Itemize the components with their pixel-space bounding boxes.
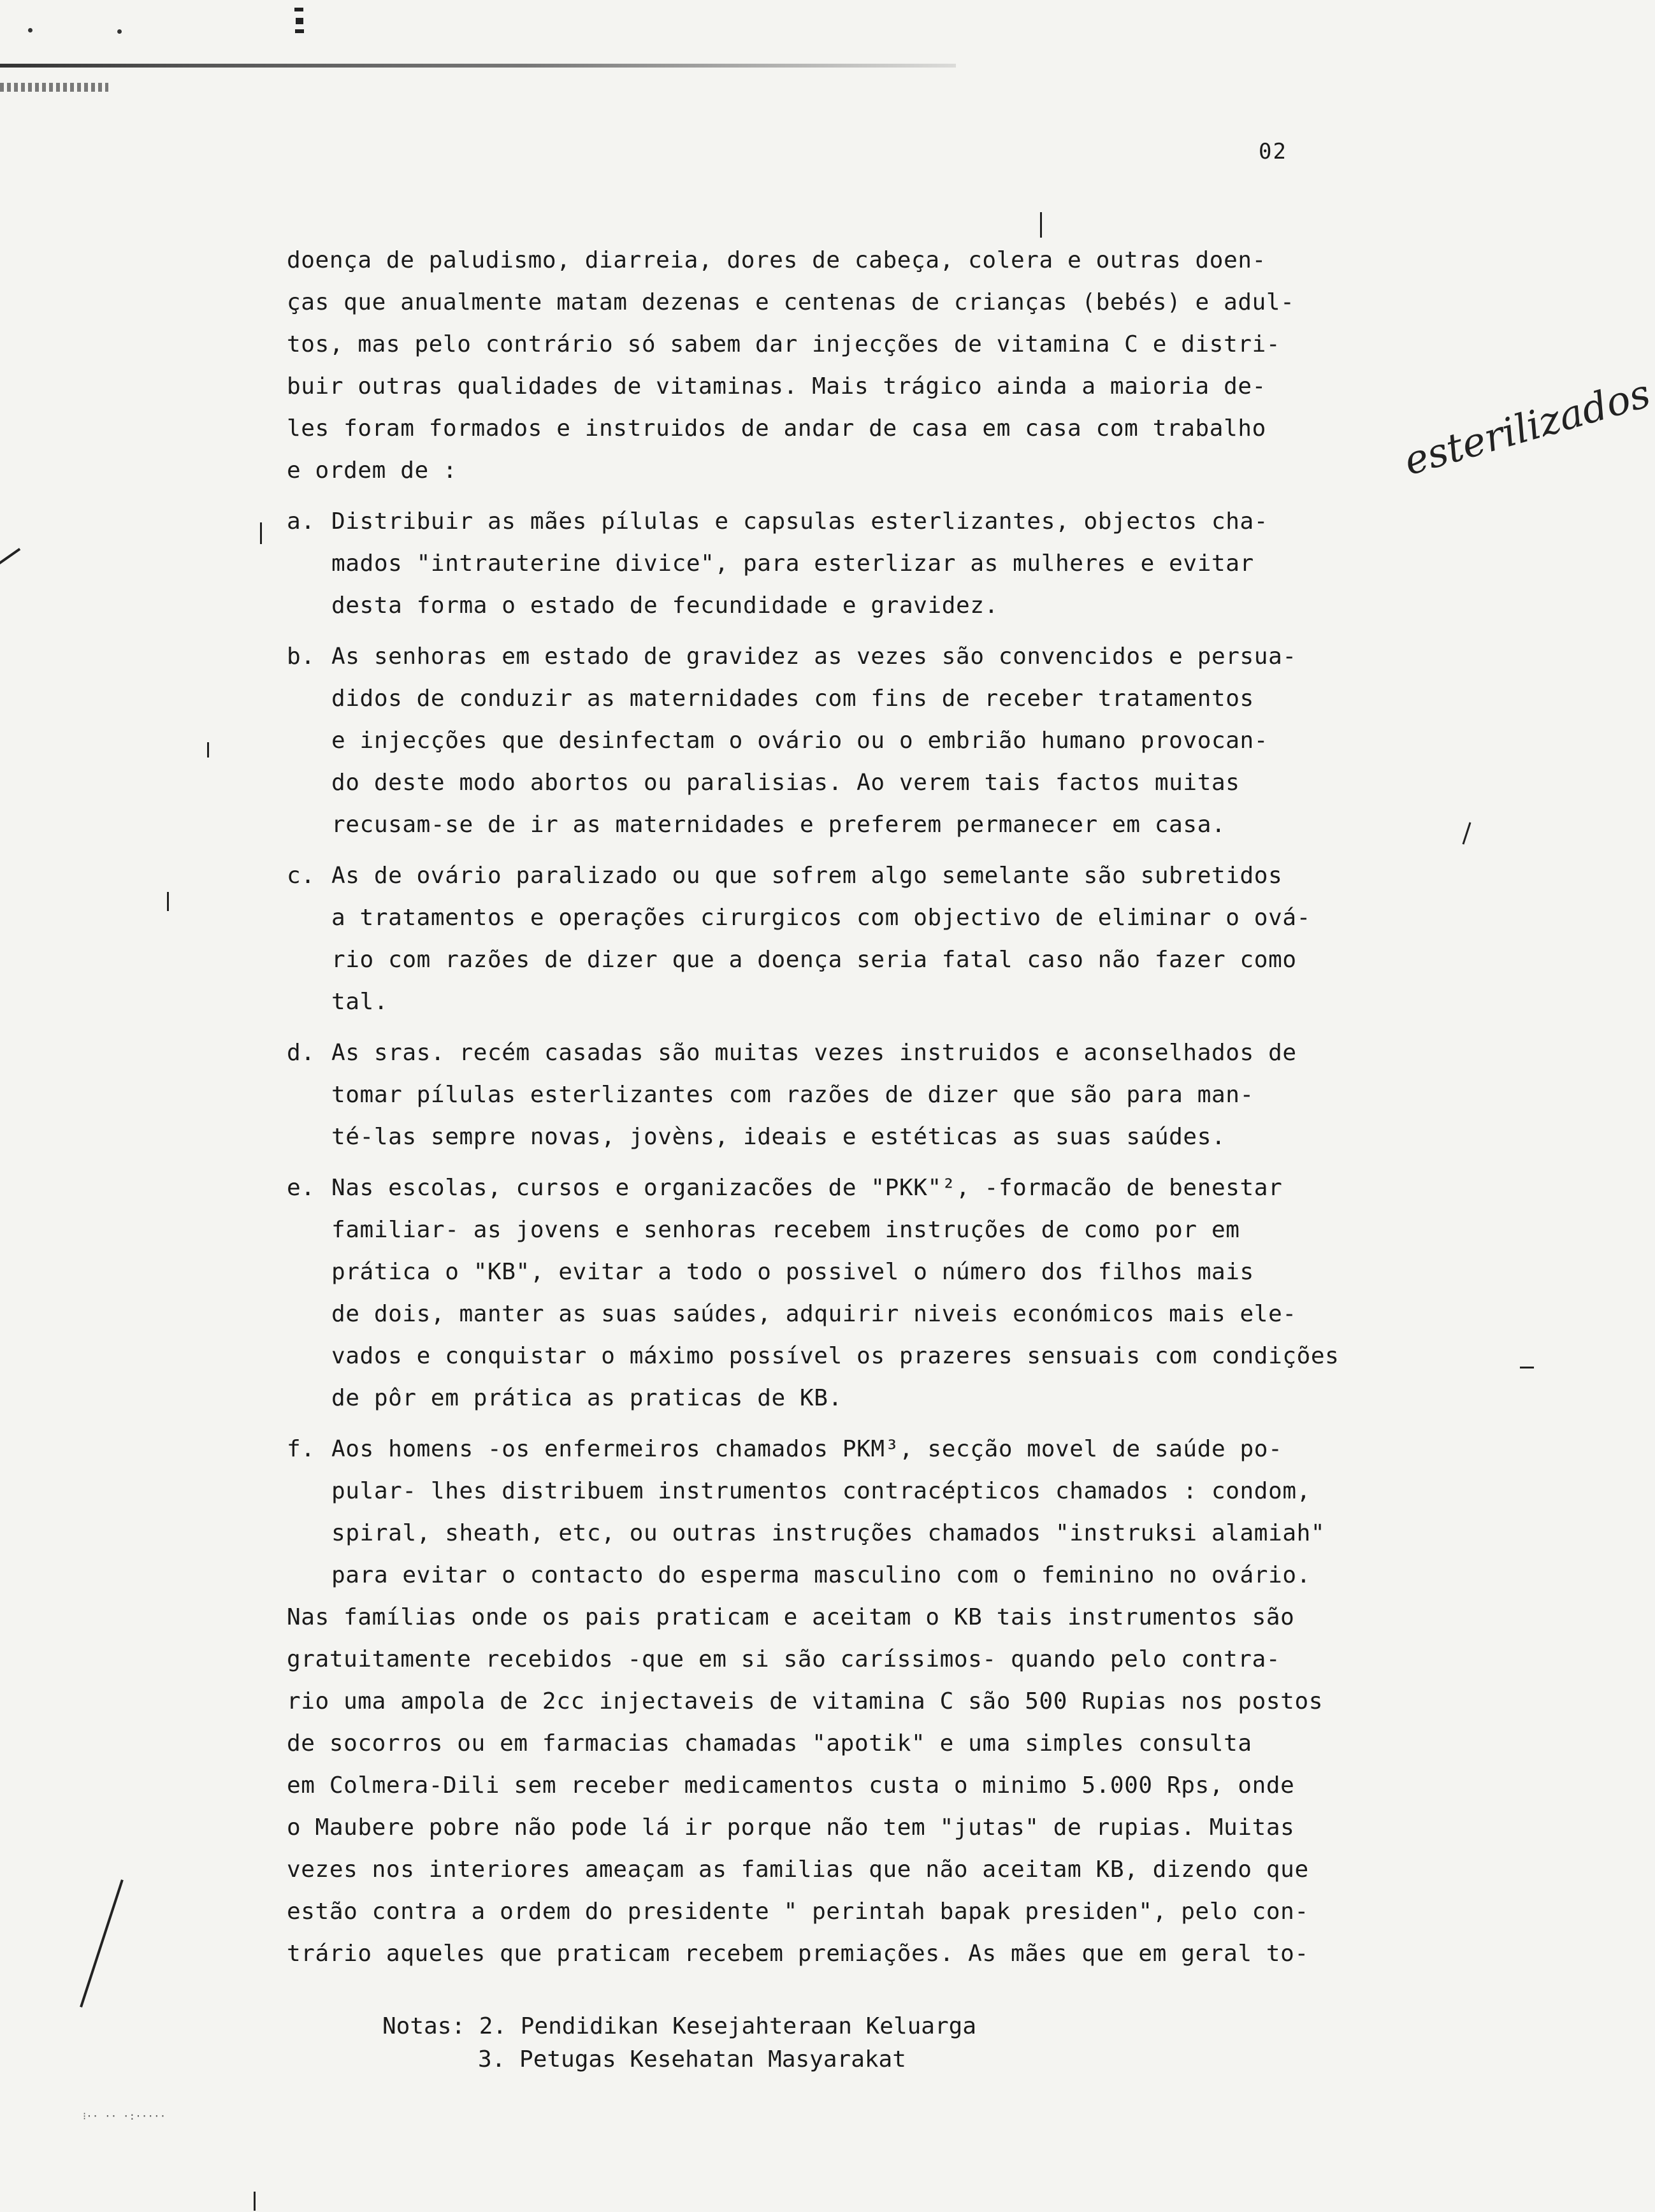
- text-line: doença de paludismo, diarreia, dores de cabeça, colera e outras doen-: [287, 247, 1266, 273]
- text-line: prática o "KB", evitar a todo o possivel o número dos filhos mais: [331, 1259, 1254, 1285]
- text-line: tomar pílulas esterlizantes com razões de dizer que são para man-: [331, 1082, 1254, 1108]
- text-line: o Maubere pobre não pode lá ir porque não tem "jutas" de rupias. Muitas: [287, 1814, 1295, 1841]
- text-line: mados "intrauterine divice", para esterlizar as mulheres e evitar: [331, 550, 1254, 577]
- text-line: rio com razões de dizer que a doença seria fatal caso não fazer como: [331, 947, 1297, 973]
- text-line: desta forma o estado de fecundidade e gravidez.: [331, 592, 999, 619]
- text-line: tos, mas pelo contrário só sabem dar injecções de vitamina C e distri-: [287, 331, 1281, 357]
- text-line: de socorros ou em farmacias chamadas "apotik" e uma simples consulta: [287, 1730, 1252, 1756]
- list-marker: b.: [287, 643, 315, 670]
- text-line: a tratamentos e operações cirurgicos com objectivo de eliminar o ová-: [331, 905, 1311, 931]
- text-line: familiar- as jovens e senhoras recebem instruções de como por em: [331, 1217, 1240, 1243]
- footnote-line: [382, 2010, 976, 2043]
- text-line: do deste modo abortos ou paralisias. Ao verem tais factos muitas: [331, 770, 1240, 796]
- continuation-paragraph: [287, 1597, 1434, 1975]
- text-line: recusam-se de ir as maternidades e preferem permanecer em casa.: [331, 812, 1226, 838]
- list-item-f: [287, 1428, 1434, 1597]
- text-line: As senhoras em estado de gravidez as vezes são convencidos e persua-: [331, 643, 1297, 670]
- footnotes-label: Notas:: [382, 2013, 466, 2039]
- scan-artifact-smudge: [0, 83, 108, 92]
- text-line: Nas famílias onde os pais praticam e aceitam o KB tais instrumentos são: [287, 1604, 1295, 1630]
- margin-pen-stroke: [80, 1879, 124, 2007]
- text-line: e injecções que desinfectam o ovário ou o embrião humano provocan-: [331, 728, 1269, 754]
- text-line: Aos homens -os enfermeiros chamados PKM³, secção movel de saúde po-: [331, 1436, 1283, 1462]
- text-line: As de ovário paralizado ou que sofrem algo semelante são subretidos: [331, 863, 1283, 889]
- text-line: de dois, manter as suas saúdes, adquirir niveis económicos mais ele-: [331, 1301, 1297, 1327]
- scan-mark: [296, 18, 303, 24]
- list-marker: d.: [287, 1040, 315, 1066]
- text-line: té-las sempre novas, jovèns, ideais e estéticas as suas saúdes.: [331, 1124, 1226, 1150]
- text-line: tal.: [331, 989, 389, 1015]
- margin-pen-stroke: [0, 548, 20, 634]
- list-marker: f.: [287, 1436, 315, 1462]
- scan-mark: [260, 522, 262, 544]
- scan-artifact-line: [0, 64, 956, 68]
- list-item-c: [287, 855, 1434, 1023]
- handwritten-margin-note: esterilizados: [1399, 370, 1655, 485]
- footnote-3: 3. Petugas Kesehatan Masyarakat: [478, 2046, 906, 2072]
- text-line: spiral, sheath, etc, ou outras instruções chamados "instruksi alamiah": [331, 1520, 1326, 1546]
- list-marker: c.: [287, 863, 315, 889]
- scan-mark: [1040, 212, 1042, 238]
- scan-mark: [167, 892, 169, 911]
- scan-mark: [1520, 1367, 1534, 1368]
- footnote-2: 2. Pendidikan Kesejahteraan Keluarga: [479, 2013, 976, 2039]
- page-number: 02: [1259, 139, 1287, 164]
- list-item-b: [287, 636, 1434, 846]
- scan-mark: [295, 29, 304, 33]
- list-item-a: [287, 501, 1434, 627]
- scan-mark: [294, 8, 303, 11]
- text-line: de pôr em prática as praticas de KB.: [331, 1385, 842, 1411]
- list-item-e: [287, 1167, 1434, 1419]
- list-marker: e.: [287, 1175, 315, 1201]
- scan-mark: [1463, 822, 1471, 844]
- footnotes: [382, 2010, 976, 2076]
- text-line: ças que anualmente matam dezenas e centenas de crianças (bebés) e adul-: [287, 289, 1295, 315]
- text-line: vezes nos interiores ameaçam as familias que não aceitam KB, dizendo que: [287, 1856, 1309, 1883]
- text-line: em Colmera-Dili sem receber medicamentos custa o minimo 5.000 Rps, onde: [287, 1772, 1295, 1799]
- text-line: didos de conduzir as maternidades com fins de receber tratamentos: [331, 686, 1254, 712]
- text-line: As sras. recém casadas são muitas vezes instruidos e aconselhados de: [331, 1040, 1297, 1066]
- text-line: vados e conquistar o máximo possível os prazeres sensuais com condições: [331, 1343, 1340, 1369]
- text-line: para evitar o contacto do esperma masculino com o feminino no ovário.: [331, 1562, 1311, 1588]
- scan-mark: [207, 742, 209, 758]
- text-line: pular- lhes distribuem instrumentos contracépticos chamados : condom,: [331, 1478, 1311, 1504]
- text-line: rio uma ampola de 2cc injectaveis de vitamina C são 500 Rupias nos postos: [287, 1688, 1323, 1714]
- text-line: Nas escolas, cursos e organizacões de "PKK"², -formacão de benestar: [331, 1175, 1283, 1201]
- scan-mark: [254, 2192, 256, 2211]
- list-marker: a.: [287, 508, 315, 535]
- scan-footer-smudge: ⁝·· ·· ·:·····: [83, 2110, 166, 2122]
- scan-dot: [117, 29, 122, 34]
- text-line: e ordem de :: [287, 457, 458, 484]
- text-line: les foram formados e instruidos de andar de casa em casa com trabalho: [287, 415, 1266, 442]
- scan-dot: [28, 28, 33, 32]
- text-line: estão contra a ordem do presidente " perintah bapak presiden", pelo con-: [287, 1899, 1309, 1925]
- text-line: gratuitamente recebidos -que em si são caríssimos- quando pelo contra-: [287, 1646, 1281, 1672]
- text-line: buir outras qualidades de vitaminas. Mais trágico ainda a maioria de-: [287, 373, 1266, 399]
- text-line: Distribuir as mães pílulas e capsulas esterlizantes, objectos cha-: [331, 508, 1269, 535]
- body-text: [287, 240, 1434, 1975]
- list-item-d: [287, 1032, 1434, 1158]
- text-line: trário aqueles que praticam recebem premiações. As mães que em geral to-: [287, 1941, 1309, 1967]
